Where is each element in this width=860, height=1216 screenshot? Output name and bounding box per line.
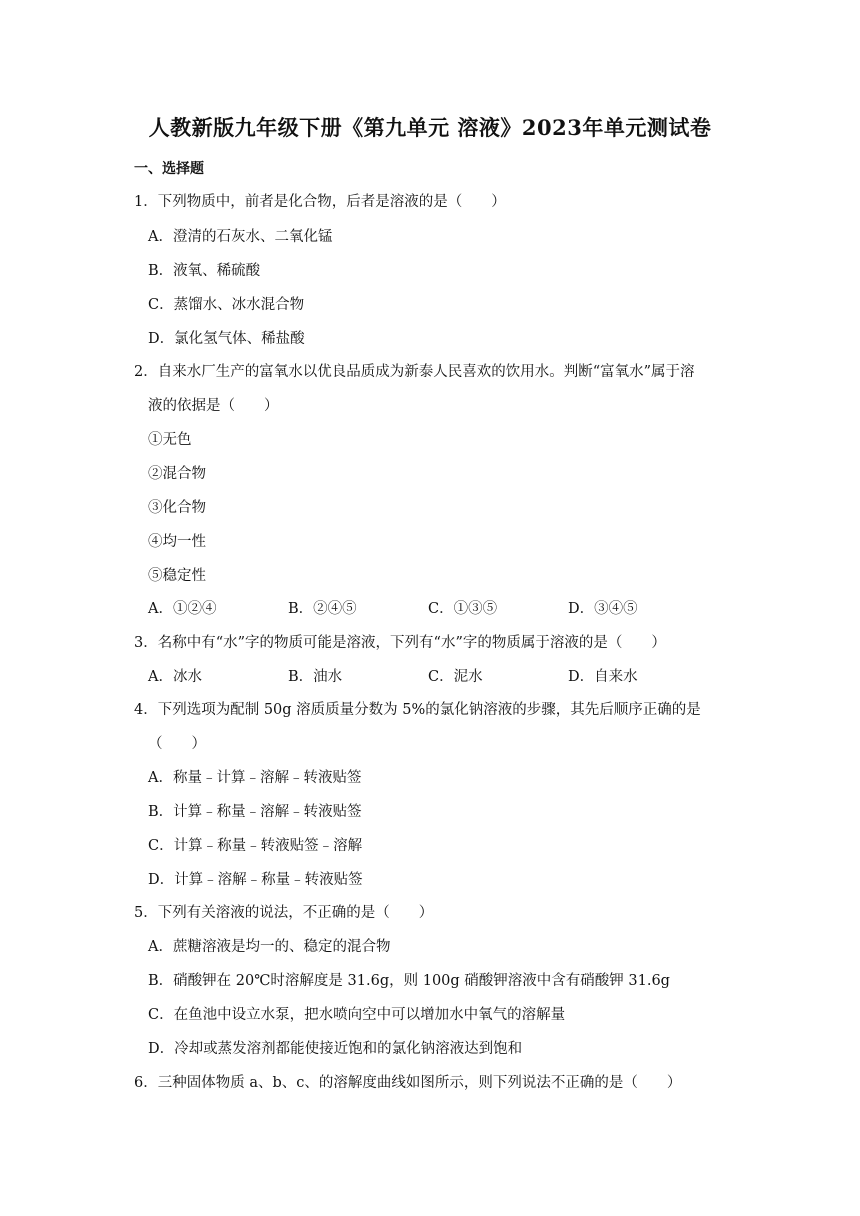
question-5-option-a: A．蔗糖溶液是均一的、稳定的混合物 <box>148 939 391 955</box>
question-4-option-c: C．计算﹣称量﹣转液贴签﹣溶解 <box>148 838 363 854</box>
question-2-item-3: ③化合物 <box>148 500 206 516</box>
question-2-option-d: D．③④⑤ <box>568 601 638 617</box>
question-2-option-a: A．①②④ <box>148 601 217 617</box>
section-heading: 一、选择题 <box>134 161 204 177</box>
question-2-item-4: ④均一性 <box>148 534 206 550</box>
question-1-stem: 1．下列物质中，前者是化合物，后者是溶液的是（ ） <box>134 194 506 210</box>
question-6-stem: 6．三种固体物质 a、b、c、的溶解度曲线如图所示，则下列说法不正确的是（ ） <box>134 1075 682 1091</box>
question-1-option-c: C．蒸馏水、冰水混合物 <box>148 297 305 313</box>
question-2-item-1: ①无色 <box>148 432 192 448</box>
question-2-item-2: ②混合物 <box>148 466 206 482</box>
question-2-option-b: B．②④⑤ <box>288 601 357 617</box>
question-5-option-c: C．在鱼池中设立水泵，把水喷向空中可以增加水中氧气的溶解量 <box>148 1007 566 1023</box>
question-4-option-a: A．称量﹣计算﹣溶解﹣转液贴签 <box>148 770 362 786</box>
question-1-option-d: D．氯化氢气体、稀盐酸 <box>148 331 305 347</box>
question-2-options <box>148 597 708 618</box>
question-2-stem-line-2: 液的依据是（ ） <box>148 398 279 414</box>
question-3-stem: 3．名称中有“水”字的物质可能是溶液，下列有“水”字的物质属于溶液的是（ ） <box>134 635 666 651</box>
question-3-option-b: B．油水 <box>288 669 343 685</box>
question-4-stem-line-2: （ ） <box>148 736 206 752</box>
question-2-item-5: ⑤稳定性 <box>148 568 206 584</box>
question-4-option-b: B．计算﹣称量﹣溶解﹣转液贴签 <box>148 804 362 820</box>
question-3-options <box>148 665 708 686</box>
page-title: 人教新版九年级下册《第九单元 溶液》2023年单元测试卷 <box>148 115 712 140</box>
question-5-option-b: B．硝酸钾在 20℃时溶解度是 31.6g，则 100g 硝酸钾溶液中含有硝酸钾 31.6g <box>148 973 670 989</box>
question-4-stem-line-1: 4．下列选项为配制 50g 溶质质量分数为 5%的氯化钠溶液的步骤，其先后顺序正确的是 <box>134 702 701 718</box>
question-1-option-a: A．澄清的石灰水、二氧化锰 <box>148 229 333 245</box>
question-2-stem-line-1: 2．自来水厂生产的富氧水以优良品质成为新泰人民喜欢的饮用水。判断“富氧水”属于溶 <box>134 364 695 380</box>
question-3-option-a: A．冰水 <box>148 669 202 685</box>
question-5-option-d: D．冷却或蒸发溶剂都能使接近饱和的氯化钠溶液达到饱和 <box>148 1041 523 1057</box>
question-3-option-d: D．自来水 <box>568 669 638 685</box>
question-4-option-d: D．计算﹣溶解﹣称量﹣转液贴签 <box>148 872 363 888</box>
question-3-option-c: C．泥水 <box>428 669 483 685</box>
question-2-option-c: C．①③⑤ <box>428 601 498 617</box>
question-1-option-b: B．液氧、稀硫酸 <box>148 263 261 279</box>
question-5-stem: 5．下列有关溶液的说法，不正确的是（ ） <box>134 905 434 921</box>
